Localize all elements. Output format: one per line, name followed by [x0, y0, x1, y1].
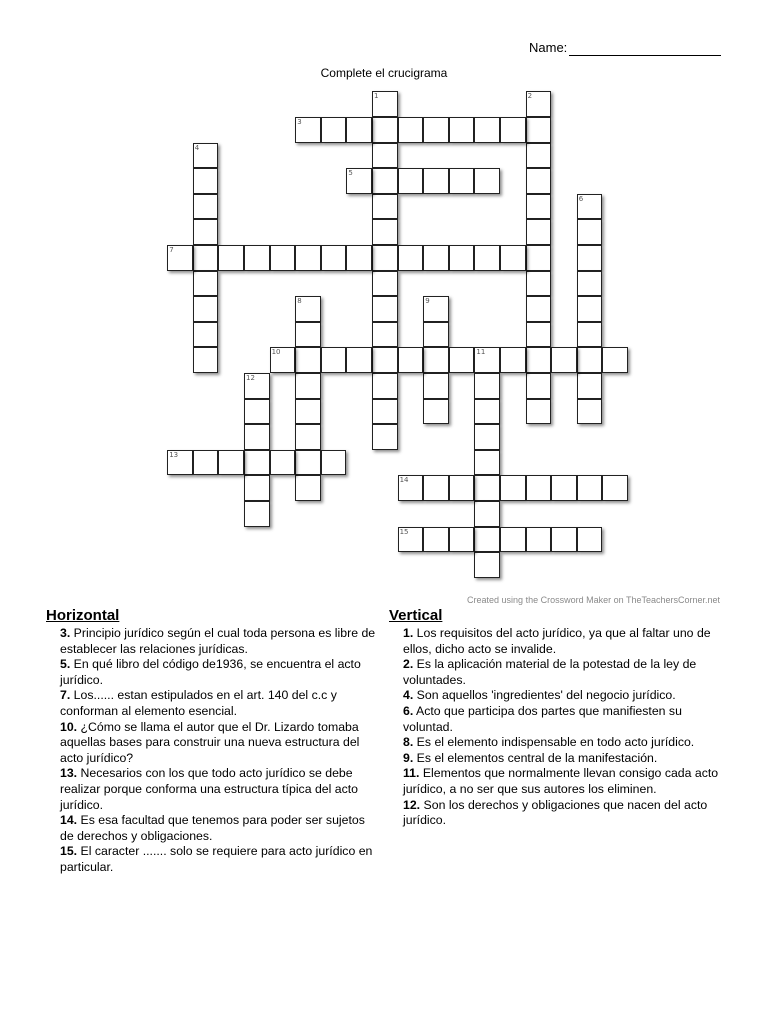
- crossword-cell[interactable]: [372, 271, 398, 297]
- crossword-cell[interactable]: [218, 450, 244, 476]
- crossword-cell[interactable]: [500, 117, 526, 143]
- crossword-cell[interactable]: [577, 475, 603, 501]
- horizontal-clues: [46, 607, 376, 876]
- clue-number: 11: [476, 348, 486, 357]
- crossword-cell[interactable]: [193, 194, 219, 220]
- crossword-cell[interactable]: [526, 527, 552, 553]
- crossword-cell[interactable]: [449, 347, 475, 373]
- crossword-cell[interactable]: [372, 117, 398, 143]
- clue-item-text: Son los derechos y obligaciones que nacen del acto jurídico.: [403, 797, 708, 828]
- clue-number: 15: [399, 527, 409, 536]
- clue-number: 5: [348, 169, 353, 178]
- crossword-cell[interactable]: [526, 296, 552, 322]
- crossword-cell[interactable]: [474, 168, 500, 194]
- crossword-cell[interactable]: [321, 245, 347, 271]
- clue-number: 3: [297, 118, 302, 126]
- crossword-cell[interactable]: [474, 117, 500, 143]
- clue-item-text: Los requisitos del acto jurídico, ya que al faltar uno de ellos, dicho acto se invalide.: [403, 626, 711, 656]
- clue-item-text: Son aquellos 'ingredientes' del negocio jurídico.: [413, 688, 676, 703]
- crossword-cell[interactable]: [423, 322, 449, 348]
- crossword-cell[interactable]: [526, 347, 552, 373]
- crossword-cell[interactable]: [526, 117, 552, 143]
- clue-item-text: En qué libro del código de1936, se encuentra el acto jurídico.: [60, 657, 361, 687]
- crossword-cell[interactable]: [526, 245, 552, 271]
- crossword-cell[interactable]: [372, 296, 398, 322]
- clue-number: 14: [399, 476, 409, 485]
- crossword-cell[interactable]: [474, 501, 500, 527]
- crossword-cell[interactable]: [423, 347, 449, 373]
- crossword-cell[interactable]: [372, 373, 398, 399]
- crossword-cell[interactable]: [577, 399, 603, 425]
- crossword-cell[interactable]: [346, 245, 372, 271]
- crossword-cell[interactable]: [526, 168, 552, 194]
- crossword-cell[interactable]: [423, 117, 449, 143]
- crossword-cell[interactable]: [526, 373, 552, 399]
- credit-text: Created using the Crossword Maker on TheTeachersCorner.net: [467, 595, 720, 605]
- crossword-cell[interactable]: [449, 475, 475, 501]
- clue-item: [46, 720, 376, 767]
- crossword-cell[interactable]: [321, 117, 347, 143]
- crossword-cell[interactable]: [193, 245, 219, 271]
- crossword-cell[interactable]: [526, 399, 552, 425]
- clue-item: [46, 766, 376, 813]
- crossword-cell[interactable]: [474, 399, 500, 425]
- crossword-cell[interactable]: [423, 168, 449, 194]
- crossword-cell[interactable]: [295, 399, 321, 425]
- crossword-cell[interactable]: [577, 245, 603, 271]
- crossword-cell[interactable]: [577, 271, 603, 297]
- crossword-cell[interactable]: [474, 245, 500, 271]
- clue-number: 8: [297, 297, 302, 306]
- clue-item-text: Acto que participa dos partes que manifiesten su voluntad.: [403, 703, 682, 734]
- clue-item-number: 5.: [60, 657, 71, 672]
- crossword-cell[interactable]: [602, 347, 628, 373]
- crossword-cell[interactable]: [372, 399, 398, 425]
- crossword-cell[interactable]: [423, 373, 449, 399]
- clue-item: [46, 626, 376, 657]
- crossword-cell[interactable]: [372, 424, 398, 450]
- crossword-cell[interactable]: [295, 475, 321, 501]
- crossword-cell[interactable]: [577, 347, 603, 373]
- crossword-cell[interactable]: [423, 475, 449, 501]
- crossword-cell[interactable]: [270, 450, 296, 476]
- crossword-cell[interactable]: [526, 219, 552, 245]
- crossword-cell[interactable]: [500, 475, 526, 501]
- crossword-cell[interactable]: [346, 347, 372, 373]
- clue-number: 13: [169, 450, 179, 459]
- clue-item-number: 14.: [60, 813, 78, 828]
- clue-item-number: 11.: [403, 766, 420, 781]
- clue-item-number: 7.: [60, 688, 71, 703]
- crossword-cell[interactable]: [449, 117, 475, 143]
- crossword-cell[interactable]: [577, 527, 603, 553]
- crossword-cell[interactable]: [500, 347, 526, 373]
- crossword-cell[interactable]: [551, 475, 577, 501]
- crossword-cell[interactable]: [270, 245, 296, 271]
- clue-item-text: ¿Cómo se llama el autor que el Dr. Lizardo tomaba aquellas bases para construir una nueva estructura del acto jurídico?: [60, 719, 360, 765]
- clue-item: [389, 798, 729, 829]
- vertical-clues: [389, 607, 729, 829]
- clue-item: [389, 751, 729, 767]
- clue-item-text: Es la aplicación material de la potestad de la ley de voluntades.: [403, 657, 697, 687]
- clue-number: 1: [374, 92, 379, 101]
- crossword-cell[interactable]: [526, 271, 552, 297]
- crossword-cell[interactable]: [577, 219, 603, 245]
- crossword-cell[interactable]: [449, 527, 475, 553]
- crossword-cell[interactable]: [244, 475, 270, 501]
- clue-number: 4: [194, 143, 200, 152]
- crossword-cell[interactable]: [372, 194, 398, 220]
- crossword-cell[interactable]: [193, 296, 219, 322]
- crossword-cell[interactable]: [602, 475, 628, 501]
- crossword-cell[interactable]: [372, 245, 398, 271]
- page-title: Complete el crucigrama: [320, 66, 448, 80]
- clue-item-number: 2.: [403, 657, 414, 672]
- clue-item-number: 4.: [403, 688, 414, 703]
- crossword-cell[interactable]: [193, 168, 219, 194]
- crossword-cell[interactable]: [526, 475, 552, 501]
- clue-number: 12: [246, 374, 255, 382]
- clue-number: 9: [425, 297, 430, 306]
- clue-item: [46, 844, 376, 875]
- crossword-cell[interactable]: [321, 450, 347, 476]
- crossword-cell[interactable]: [577, 296, 603, 322]
- crossword-cell[interactable]: [423, 527, 449, 553]
- crossword-cell[interactable]: [577, 373, 603, 399]
- crossword-cell[interactable]: [526, 322, 552, 348]
- crossword-cell[interactable]: [193, 450, 219, 476]
- clue-item-text: Necesarios con los que todo acto jurídico se debe realizar porque conforma una estructura típica del acto jurídico.: [60, 766, 359, 812]
- clue-number: 7: [169, 246, 174, 254]
- crossword-cell[interactable]: [295, 373, 321, 399]
- crossword-cell[interactable]: [398, 168, 424, 194]
- clue-item-number: 1.: [403, 626, 414, 640]
- crossword-cell[interactable]: [526, 194, 552, 220]
- name-label: Name:: [529, 40, 568, 55]
- crossword-cell[interactable]: [449, 245, 475, 271]
- horizontal-clue-list: [46, 626, 376, 876]
- crossword-cell[interactable]: [551, 527, 577, 553]
- clue-item-text: El caracter ....... solo se requiere para acto jurídico en particular.: [60, 844, 373, 874]
- crossword-cell[interactable]: [193, 219, 219, 245]
- clue-number: 10: [271, 348, 281, 357]
- crossword-cell[interactable]: [372, 219, 398, 245]
- crossword-cell[interactable]: [372, 143, 398, 169]
- crossword-cell[interactable]: [321, 347, 347, 373]
- clue-item: [46, 813, 376, 844]
- clue-item: [389, 657, 729, 688]
- clue-item-number: 10.: [60, 719, 78, 734]
- crossword-cell[interactable]: [346, 117, 372, 143]
- clue-number: 2: [527, 92, 533, 101]
- clue-item-text: Es el elemento indispensable en todo acto jurídico.: [413, 735, 695, 750]
- crossword-cell[interactable]: [193, 271, 219, 297]
- clue-item-number: 15.: [60, 844, 78, 859]
- clue-number: 6: [578, 194, 584, 203]
- clue-item-text: Es el elementos central de la manifestación.: [413, 750, 658, 765]
- clue-item-text: Principio jurídico según el cual toda persona es libre de establecer las relaciones jurídicas.: [60, 626, 376, 656]
- crossword-cell[interactable]: [423, 245, 449, 271]
- crossword-cell[interactable]: [244, 245, 270, 271]
- crossword-cell[interactable]: [423, 399, 449, 425]
- crossword-cell[interactable]: [577, 322, 603, 348]
- crossword-cell[interactable]: [193, 347, 219, 373]
- clue-item-number: 6.: [403, 703, 414, 718]
- clue-item: [46, 688, 376, 719]
- clue-item-number: 13.: [60, 766, 78, 781]
- crossword-cell[interactable]: [295, 245, 321, 271]
- crossword-cell[interactable]: [500, 245, 526, 271]
- crossword-cell[interactable]: [295, 322, 321, 348]
- clue-item: [389, 688, 729, 704]
- clue-item: [389, 735, 729, 751]
- crossword-cell[interactable]: [218, 245, 244, 271]
- clue-item-text: Es esa facultad que tenemos para poder ser sujetos de derechos y obligaciones.: [60, 813, 365, 843]
- crossword-cell[interactable]: [244, 450, 270, 476]
- crossword-cell[interactable]: [474, 424, 500, 450]
- crossword-cell[interactable]: [295, 424, 321, 450]
- crossword-cell[interactable]: [244, 424, 270, 450]
- vertical-heading: Vertical: [389, 607, 443, 624]
- clue-item: [389, 626, 729, 657]
- crossword-cell[interactable]: [449, 168, 475, 194]
- crossword-cell[interactable]: [474, 373, 500, 399]
- crossword-cell[interactable]: [474, 450, 500, 476]
- crossword-cell[interactable]: [474, 552, 500, 578]
- crossword-cell[interactable]: [372, 168, 398, 194]
- crossword-cell[interactable]: [474, 475, 500, 501]
- clue-item: [389, 704, 729, 735]
- crossword-cell[interactable]: [526, 143, 552, 169]
- crossword-cell[interactable]: [500, 527, 526, 553]
- crossword-cell[interactable]: [398, 117, 424, 143]
- clue-item-text: Los...... estan estipulados en el art. 140 del c.c y conforman al elemento esencial.: [60, 688, 337, 718]
- clue-item-number: 12.: [403, 797, 421, 812]
- crossword-cell[interactable]: [244, 501, 270, 527]
- crossword-cell[interactable]: [398, 347, 424, 373]
- crossword-cell[interactable]: [295, 347, 321, 373]
- clue-item-text: Elementos que normalmente llevan consigo cada acto jurídico, a no ser que sus autores los eliminen.: [403, 766, 719, 796]
- crossword-cell[interactable]: [551, 347, 577, 373]
- crossword-cell[interactable]: [474, 527, 500, 553]
- crossword-cell[interactable]: [295, 450, 321, 476]
- crossword-cell[interactable]: [398, 245, 424, 271]
- clue-item: [389, 766, 729, 797]
- crossword-cell[interactable]: [372, 347, 398, 373]
- clue-item-number: 3.: [60, 626, 71, 640]
- crossword-cell[interactable]: [193, 322, 219, 348]
- crossword-cell[interactable]: [372, 322, 398, 348]
- vertical-clue-list: [389, 626, 729, 829]
- crossword-cell[interactable]: [244, 399, 270, 425]
- clue-item-number: 8.: [403, 735, 414, 750]
- clue-item-number: 9.: [403, 750, 414, 765]
- clue-item: [46, 657, 376, 688]
- horizontal-heading: Horizontal: [46, 607, 120, 624]
